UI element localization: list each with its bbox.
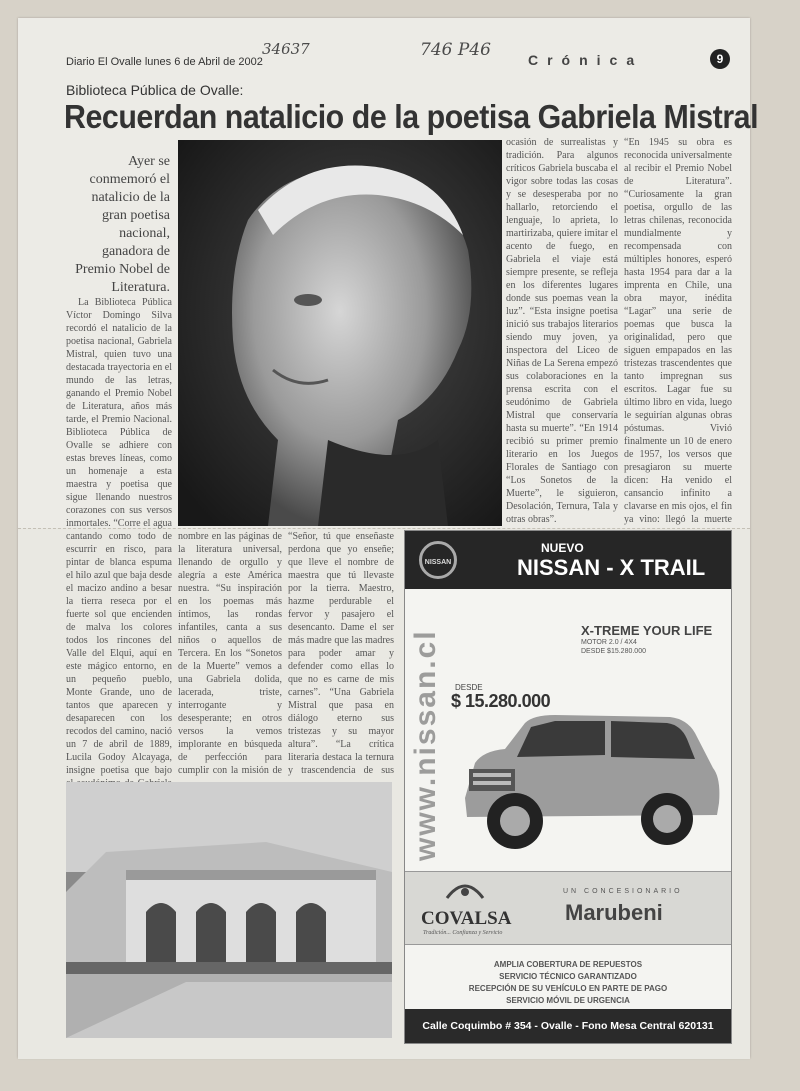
nissan-advertisement: [404, 530, 732, 1044]
distributor-prefix: UN CONCESIONARIO: [563, 888, 683, 895]
section-name: Crónica: [528, 52, 644, 68]
article-column-5: “En 1945 su obra es reconocida universalmente al recibir el Premio Nobel de Literatura”. “Curiosamente la gran poetisa, orgullo de las letras chilenas, reconocida mundialmente y recompensada con múltiples honores, esperó hasta 1954 para dar a la imprenta en Chile, una obra mayor, inédita “Lagar” una serie de poemas que busca la originalidad, pero que siguen empapados en las tristezas trascendentes que tanto impregnan sus escritos. Lagar fue su último libro en vida, luego le seguirían algunas obras póstumas. Vivió finalmente un 10 de enero de 1957, los versos que presagiaron su muerte dicen: Ha venido el cansancio infinito a clavarse en mis ojos, el fin ya vino: llegó la muerte: [624, 137, 732, 525]
article-column-4: ocasión de surrealistas y tradición. Para algunos críticos Gabriela buscaba el vigor sobre todas las cosas y se desesperaba por no hallarlo, retorciendo el lenguaje, lo aprieta, lo martirizaba, quiere imitar el acento de fuego, en Gabriela el viaje está siempre presente, se refleja en los diferentes lugares donde sus poemas vean la luz”. “Esta insigne poetisa inició sus trabajos literarios siendo muy joven, ya inspectora del Liceo de Niñas de La Serena empezó sus colaboraciones en la prensa escrita con el seudónimo de Gabriela Mistral que conservaría hasta su muerte”. “En 1914 recibió su primer premio literario en los Juegos Florales de Santiago con “Los Sonetos de la Muerte”, le siguieron, Desolación, Ternura, Tala y otras obras”.: [506, 137, 618, 525]
handwritten-note-2: 746 P46: [420, 40, 491, 60]
page-number: 9: [710, 49, 730, 69]
services-list: [405, 959, 731, 1007]
kicker: Biblioteca Pública de Ovalle:: [66, 82, 244, 98]
nissan-logo-icon: NISSAN: [419, 541, 457, 579]
dealer-logos-band: [405, 871, 731, 945]
lead-paragraph: Ayer se conmemoró el natalicio de la gran poetisa nacional, ganadora de Premio Nobel de Literatura.: [75, 154, 170, 295]
article-column-1: La Biblioteca Pública Víctor Domingo Silva recordó el natalicio de la poetisa nacional, Gabriela Mistral, quien tuvo una destacada trayectoria en el mundo de las letras, ganando el Premio Nobel de Literatura, años más tarde, el Premio Nacional. Biblioteca Pública de Ovalle se adhiere con estas breves líneas, como un homenaje a esta maestra y poetisa que sigue llenando nuestros corazones con sus versos inmortales. “Corre el agua cantando como todo de escurrir en risco, para pintar de blanca espuma el hilo azul que baja desde el macizo andino a besar la tierra reseca por el fuerte sol que encienden de malva los colores todos los rincones del Valle del Elqui, aquí en este mágico entorno, en un pequeño pueblo, Monte Grande, uno de tantos que aparecen y desaparecen con los recodos del camino, nació un 7 de abril de 1889, Lucila Godoy Alcayaga, insigne poetisa que bajo: [66, 297, 172, 776]
dealer-tagline: Tradición... Confianza y Servicio: [423, 930, 503, 936]
ad-new-label: NUEVO: [541, 541, 584, 555]
article-column-3: “Señor, tú que enseñaste perdona que yo enseñe; que lleve el nombre de maestra que tú llevaste por la tierra. Maestro, hazme perdurable el fervor y pasajero el desencanto. Dame el ser más madre que las madres para poder amar y defender como ellas lo que no es carne de mis carnes”. “Una Gabriela Mistral que pasa en diálogo eterno sus tristezas y su mayor altura”. “La crítica literaria destaca la ternura y trascendencia de sus: [288, 531, 394, 776]
ad-slogan: X-TREME YOUR LIFE: [581, 623, 713, 638]
portrait-photo: [178, 140, 502, 526]
article-column-2: nombre en las páginas de la literatura universal, llenando de orgullo y alegría a este América nuestra. “Su inspiración en los poemas más íntimos, las rondas infantiles, canta a sus niños o aquellos de Tercera. En los “Sonetos de la Muerte” vemos a una Gabriela dolida, lacerada, triste, interrogante y desesperante; en otros versos la vemos implorante en búsqueda de perfección para cumplir con la misión de: [178, 531, 282, 776]
dateline: Diario El Ovalle lunes 6 de Abril de 2002: [66, 56, 263, 68]
library-building-photo: [66, 782, 392, 1038]
service-item: SERVICIO TÉCNICO GARANTIZADO: [499, 972, 637, 981]
service-item: RECEPCIÓN DE SU VEHÍCULO EN PARTE DE PAGO: [468, 984, 668, 993]
service-item: SERVICIO MÓVIL DE URGENCIA: [506, 996, 630, 1005]
dealer-name: COVALSA: [421, 908, 512, 929]
suv-car-image: [455, 703, 725, 863]
price-value: $ 15.280.000: [451, 691, 551, 711]
service-item: AMPLIA COBERTURA DE REPUESTOS: [493, 960, 643, 969]
price-prefix: DESDE: [455, 683, 483, 692]
headline: Recuerdan natalicio de la poetisa Gabriela Mistral: [64, 98, 759, 135]
distributor-name: Marubeni: [565, 900, 663, 925]
ad-model-name: NISSAN - X TRAIL: [517, 555, 706, 580]
dealer-address: Calle Coquimbo # 354 - Ovalle - Fono Mesa Central 620131: [405, 1009, 731, 1043]
handwritten-note: 34637: [262, 40, 310, 58]
ad-slogan-subtext: MOTOR 2.0 / 4X4 DESDE $15.280.000: [581, 639, 646, 655]
ad-vertical-url: www.nissan.cl: [409, 629, 442, 861]
covalsa-logo-icon: [445, 878, 485, 904]
